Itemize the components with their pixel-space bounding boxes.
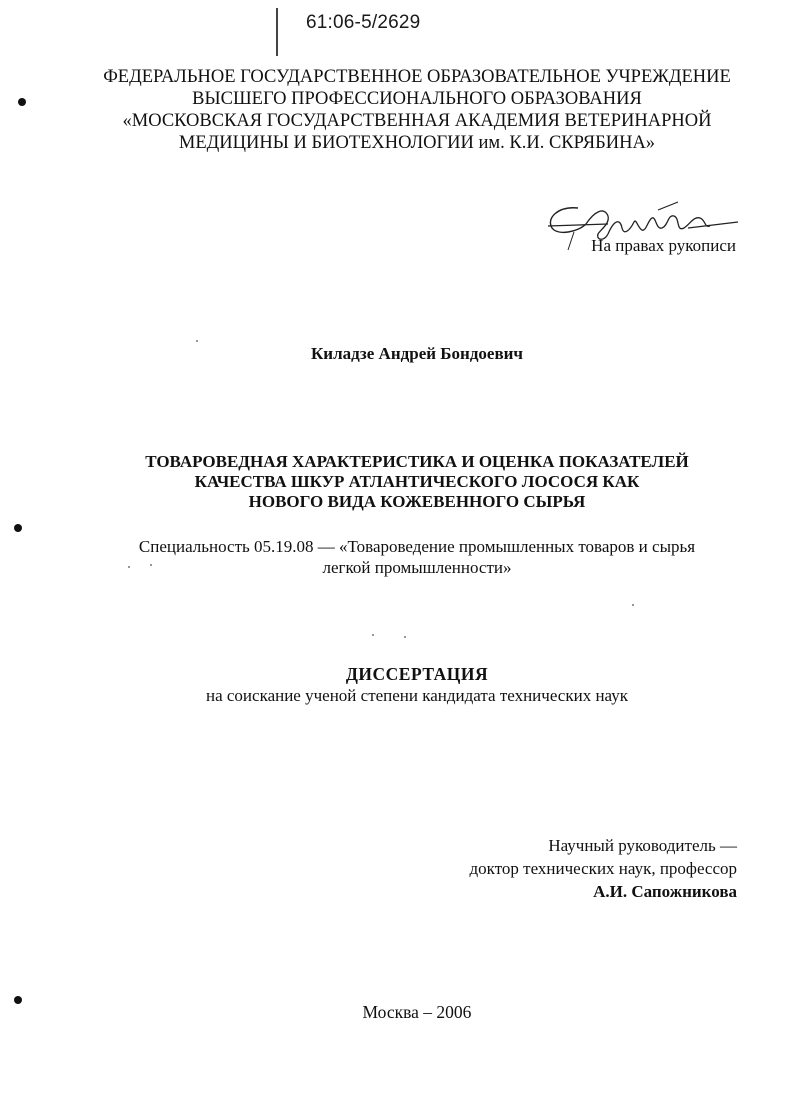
organization-header [60,66,774,154]
supervisor-role: Научный руководитель — [548,836,737,855]
punch-mark-middle [14,524,22,532]
author-name: Киладзе Андрей Бондоевич [310,344,524,363]
title-line-2: КАЧЕСТВА ШКУР АТЛАНТИЧЕСКОГО ЛОСОСЯ КАК [194,472,640,491]
org-line-2: ВЫСШЕГО ПРОФЕССИОНАЛЬНОГО ОБРАЗОВАНИЯ [192,89,642,109]
scan-speck [196,340,198,342]
archive-stamp: 61:06-5/2629 [306,12,421,33]
supervisor-name: А.И. Сапожникова [593,882,737,901]
title-line-1: ТОВАРОВЕДНАЯ ХАРАКТЕРИСТИКА И ОЦЕНКА ПОКАЗАТЕЛЕЙ [145,452,689,471]
org-line-4: МЕДИЦИНЫ И БИОТЕХНОЛОГИИ им. К.И. СКРЯБИНА» [178,133,656,153]
punch-mark-top [18,98,26,106]
org-line-3: «МОСКОВСКАЯ ГОСУДАРСТВЕННАЯ АКАДЕМИЯ ВЕТЕРИНАРНОЙ [122,111,712,131]
scan-speck [150,564,152,566]
document-type-heading: ДИССЕРТАЦИЯ [345,664,489,684]
scan-speck [404,636,406,638]
title-line-3: НОВОГО ВИДА КОЖЕВЕННОГО СЫРЬЯ [248,492,586,511]
scan-speck [632,604,634,606]
specialty [60,536,774,578]
supervisor-block [380,834,737,903]
dissertation-title [60,452,774,512]
scan-speck [372,634,374,636]
degree-purpose: на соискание ученой степени кандидата технических наук [205,686,628,705]
margin-line [276,8,278,56]
supervisor-degree: доктор технических наук, профессор [469,859,737,878]
org-line-1: ФЕДЕРАЛЬНОЕ ГОСУДАРСТВЕННОЕ ОБРАЗОВАТЕЛЬНОЕ УЧРЕЖДЕНИЕ [103,67,731,87]
punch-mark-bottom [14,996,22,1004]
city-year: Москва – 2006 [362,1002,472,1022]
scan-speck [128,566,130,568]
specialty-line-1: Специальность 05.19.08 — «Товароведение промышленных товаров и сырья [138,537,696,556]
specialty-line-2: легкой промышленности» [322,558,512,577]
manuscript-rights-label: На правах рукописи [591,236,736,255]
